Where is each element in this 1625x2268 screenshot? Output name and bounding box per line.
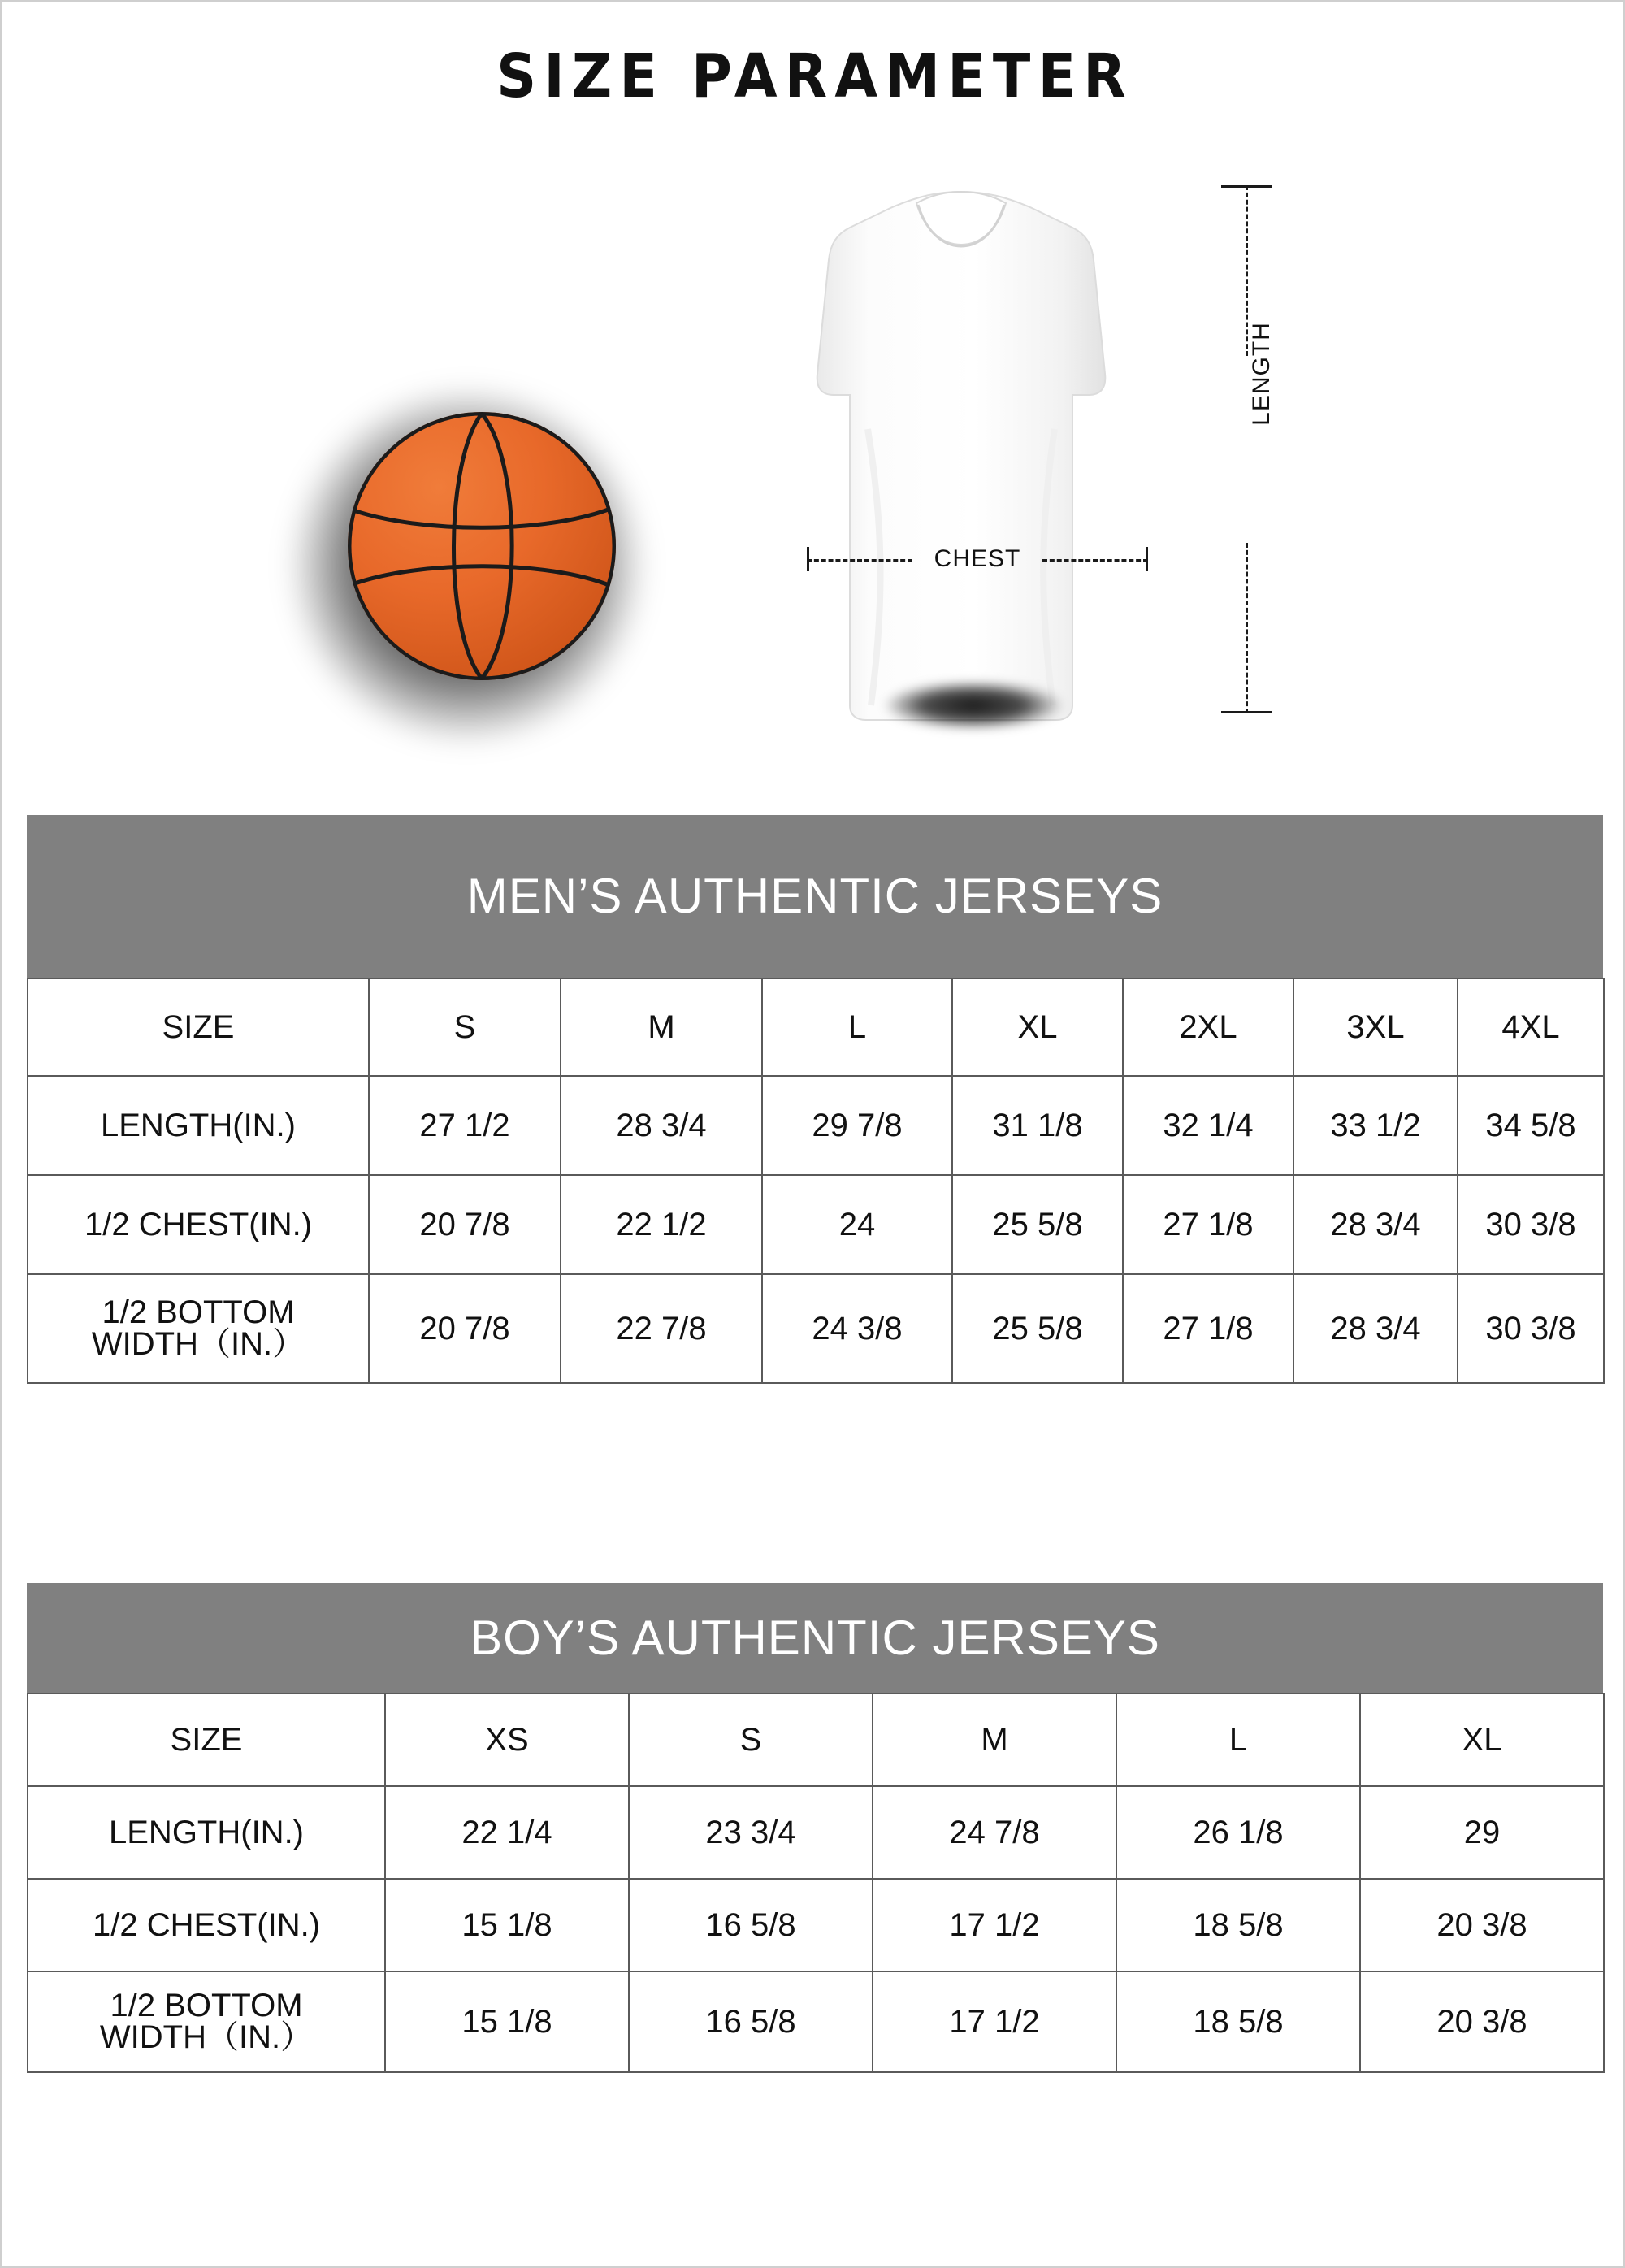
- table-row: [28, 1274, 1604, 1383]
- cell-bottom-2xl: 27 1/8: [1123, 1274, 1294, 1383]
- row-label-length: LENGTH(IN.): [28, 1786, 385, 1879]
- column-header-m: M: [561, 978, 762, 1076]
- column-header-3xl: 3XL: [1294, 978, 1458, 1076]
- jersey-illustration: [786, 185, 1136, 738]
- column-header-l: L: [1116, 1693, 1360, 1786]
- cell-bottom-l: 24 3/8: [762, 1274, 952, 1383]
- chest-line-right: [1042, 559, 1148, 562]
- cell-length-s: 27 1/2: [369, 1076, 561, 1175]
- jersey-icon: [786, 185, 1136, 738]
- length-cap-bottom: [1221, 711, 1272, 713]
- column-header-l: L: [762, 978, 952, 1076]
- table-row: [28, 1879, 1604, 1971]
- cell-length-m: 28 3/4: [561, 1076, 762, 1175]
- cell-length-4xl: 34 5/8: [1458, 1076, 1604, 1175]
- row-label-half-bottom-width: [28, 1971, 385, 2072]
- cell-chest-xl: 25 5/8: [952, 1175, 1123, 1274]
- column-header-4xl: 4XL: [1458, 978, 1604, 1076]
- cell-length-l: 29 7/8: [762, 1076, 952, 1175]
- cell-length-xs: 22 1/4: [385, 1786, 629, 1879]
- basketball-illustration: [323, 401, 640, 718]
- cell-bottom-4xl: 30 3/8: [1458, 1274, 1604, 1383]
- table-header-row: [28, 1693, 1604, 1786]
- cell-length-3xl: 33 1/2: [1294, 1076, 1458, 1175]
- column-header-size: SIZE: [28, 1693, 385, 1786]
- row-label-half-bottom-width: [28, 1274, 369, 1383]
- column-header-xs: XS: [385, 1693, 629, 1786]
- chest-line-left: [807, 559, 912, 562]
- row-label-half-chest: 1/2 CHEST(IN.): [28, 1879, 385, 1971]
- jersey-shadow: [884, 681, 1063, 730]
- cell-chest-l: 24: [762, 1175, 952, 1274]
- cell-bottom-xl: 20 3/8: [1360, 1971, 1604, 2072]
- boys-table-block: [27, 1583, 1603, 2073]
- row-label-line1: 1/2 BOTTOM: [102, 1294, 295, 1330]
- table-row: [28, 1175, 1604, 1274]
- cell-bottom-m: 22 7/8: [561, 1274, 762, 1383]
- cell-chest-s: 16 5/8: [629, 1879, 873, 1971]
- cell-chest-s: 20 7/8: [369, 1175, 561, 1274]
- cell-chest-m: 22 1/2: [561, 1175, 762, 1274]
- chest-label: CHEST: [934, 545, 1021, 572]
- mens-table-block: [27, 815, 1603, 1384]
- cell-length-m: 24 7/8: [873, 1786, 1116, 1879]
- cell-chest-xl: 20 3/8: [1360, 1879, 1604, 1971]
- cell-bottom-s: 16 5/8: [629, 1971, 873, 2072]
- cell-length-2xl: 32 1/4: [1123, 1076, 1294, 1175]
- cell-chest-l: 18 5/8: [1116, 1879, 1360, 1971]
- table-header-row: [28, 978, 1604, 1076]
- cell-bottom-3xl: 28 3/4: [1294, 1274, 1458, 1383]
- boys-size-table: [27, 1693, 1605, 2073]
- row-label-line1: 1/2 BOTTOM: [110, 1987, 303, 2023]
- table-row: [28, 1786, 1604, 1879]
- product-illustration: [2, 141, 1625, 791]
- column-header-size: SIZE: [28, 978, 369, 1076]
- cell-length-xl: 31 1/8: [952, 1076, 1123, 1175]
- cell-chest-3xl: 28 3/4: [1294, 1175, 1458, 1274]
- row-label-line2: WIDTH（IN.）: [99, 2019, 314, 2055]
- column-header-s: S: [629, 1693, 873, 1786]
- basketball-icon: [348, 412, 616, 680]
- length-measurement-guide: [1221, 185, 1319, 713]
- chest-cap-right: [1146, 547, 1148, 571]
- cell-bottom-s: 20 7/8: [369, 1274, 561, 1383]
- mens-size-table: [27, 978, 1605, 1384]
- cell-length-l: 26 1/8: [1116, 1786, 1360, 1879]
- cell-chest-xs: 15 1/8: [385, 1879, 629, 1971]
- cell-length-xl: 29: [1360, 1786, 1604, 1879]
- row-label-line2: WIDTH（IN.）: [91, 1326, 306, 1362]
- cell-chest-2xl: 27 1/8: [1123, 1175, 1294, 1274]
- column-header-m: M: [873, 1693, 1116, 1786]
- cell-bottom-xl: 25 5/8: [952, 1274, 1123, 1383]
- column-header-2xl: 2XL: [1123, 978, 1294, 1076]
- table-row: [28, 1971, 1604, 2072]
- length-label: LENGTH: [1248, 322, 1275, 426]
- page-title: SIZE PARAMETER: [496, 41, 1133, 111]
- chest-measurement-guide: [807, 547, 1148, 571]
- cell-chest-m: 17 1/2: [873, 1879, 1116, 1971]
- row-label-length: LENGTH(IN.): [28, 1076, 369, 1175]
- cell-bottom-xs: 15 1/8: [385, 1971, 629, 2072]
- cell-length-s: 23 3/4: [629, 1786, 873, 1879]
- basketball-seams-icon: [348, 412, 616, 680]
- cell-bottom-l: 18 5/8: [1116, 1971, 1360, 2072]
- cell-chest-4xl: 30 3/8: [1458, 1175, 1604, 1274]
- cell-bottom-m: 17 1/2: [873, 1971, 1116, 2072]
- boys-table-heading: BOY’S AUTHENTIC JERSEYS: [27, 1583, 1603, 1693]
- column-header-xl: XL: [952, 978, 1123, 1076]
- table-row: [28, 1076, 1604, 1175]
- length-line-bottom: [1246, 543, 1248, 713]
- mens-table-heading: MEN’S AUTHENTIC JERSEYS: [27, 815, 1603, 978]
- column-header-s: S: [369, 978, 561, 1076]
- column-header-xl: XL: [1360, 1693, 1604, 1786]
- row-label-half-chest: 1/2 CHEST(IN.): [28, 1175, 369, 1274]
